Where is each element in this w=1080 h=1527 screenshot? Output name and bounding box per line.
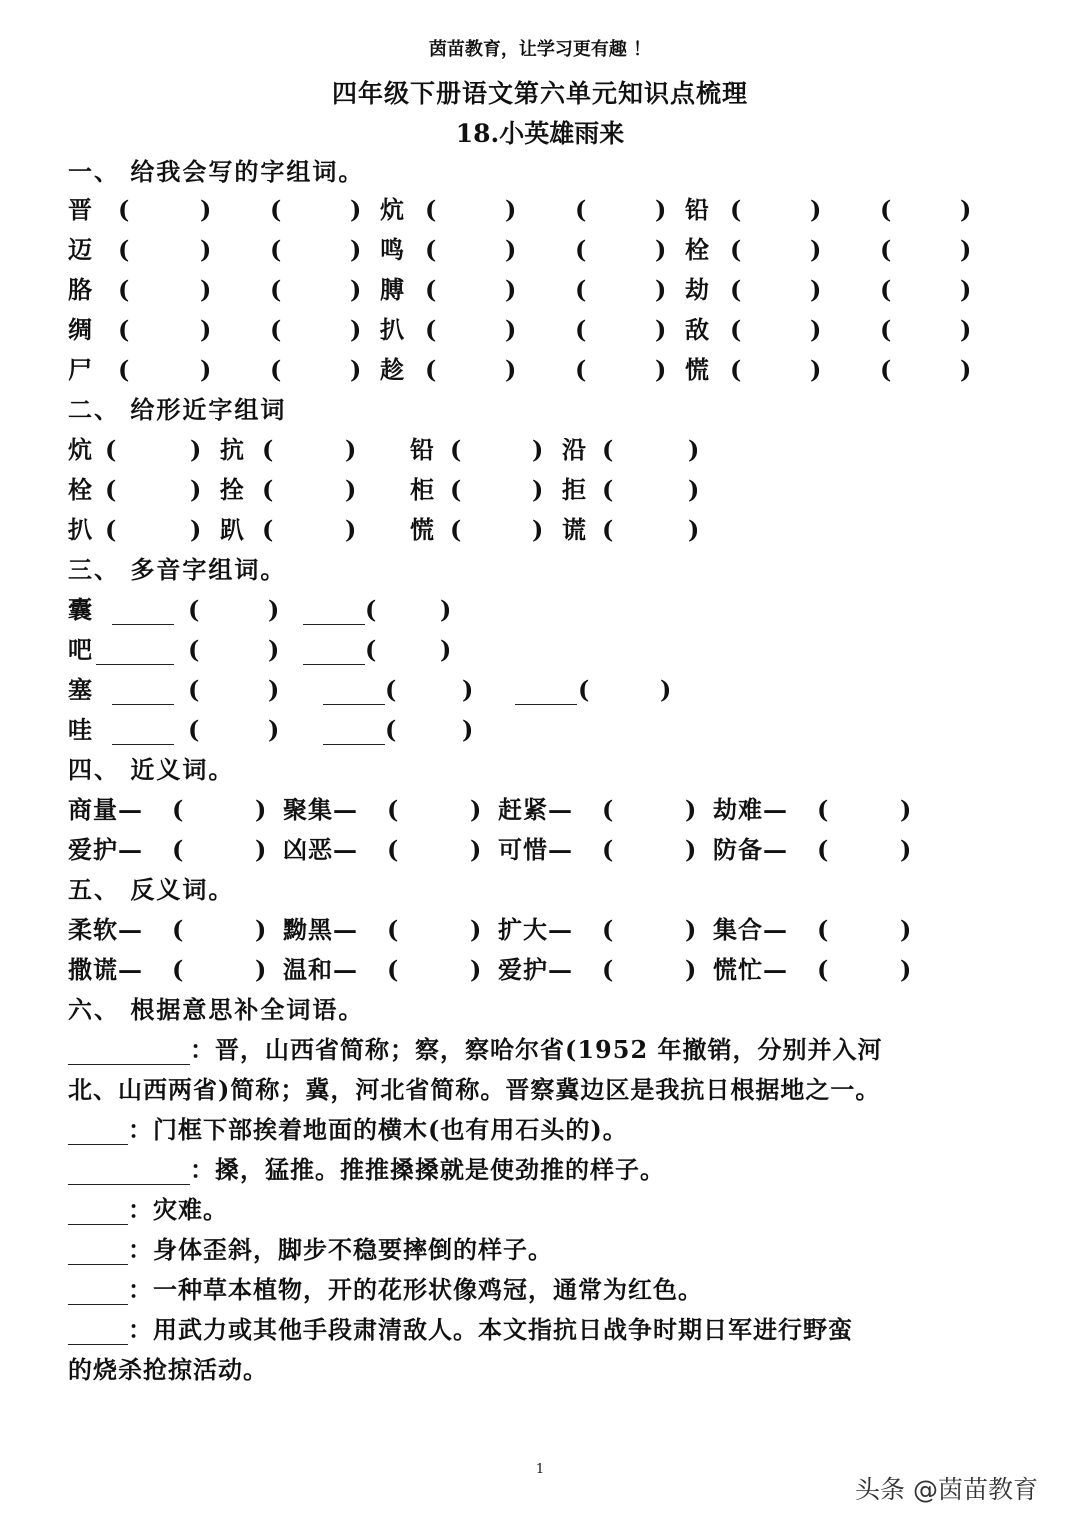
synonym-word: 爱护—: [68, 835, 143, 864]
paren-open: (: [575, 275, 587, 304]
paren-open: (: [387, 955, 399, 984]
paren-close: ): [505, 315, 517, 344]
paren-close: ): [810, 235, 822, 264]
paren-close: ): [255, 955, 267, 984]
char-to-write: 慌: [685, 355, 709, 384]
char-to-write: 扒: [380, 315, 404, 344]
paren-open: (: [105, 515, 117, 544]
paren-close: ): [810, 195, 822, 224]
paren-close: ): [685, 955, 697, 984]
synonym-word: 防备—: [713, 835, 788, 864]
paren-close: ): [255, 915, 267, 944]
polyphone-char: 囊: [68, 595, 92, 624]
paren-open: (: [425, 195, 437, 224]
synonym-word: 聚集—: [283, 795, 358, 824]
paren-close: ): [200, 275, 212, 304]
paren-close: ): [900, 835, 912, 864]
paren-close: ): [350, 275, 362, 304]
paren-open: (: [817, 955, 829, 984]
paren-close: ): [505, 195, 517, 224]
antonym-word: 撒谎—: [68, 955, 143, 984]
paren-open: (: [575, 195, 587, 224]
paren-open: (: [575, 355, 587, 384]
paren-close: ): [345, 475, 357, 504]
paren-close: ): [688, 475, 700, 504]
paren-open: (: [880, 315, 892, 344]
section-5-heading: 五、 反义词。: [68, 875, 235, 904]
paren-close: ): [268, 675, 280, 704]
paren-close: ): [505, 275, 517, 304]
paren-close: ): [470, 955, 482, 984]
definition-text: ：一种草本植物，开的花形状像鸡冠，通常为红色。: [128, 1275, 703, 1304]
char-to-write: 绸: [68, 315, 92, 344]
definition-text: ：灾难。: [128, 1195, 228, 1224]
synonym-word: 商量—: [68, 795, 143, 824]
paren-open: (: [450, 435, 462, 464]
char-to-write: 膊: [380, 275, 404, 304]
paren-close: ): [345, 435, 357, 464]
paren-close: ): [505, 355, 517, 384]
word-blank[interactable]: [68, 1264, 128, 1265]
paren-open: (: [730, 235, 742, 264]
section-3-heading: 三、 多音字组词。: [68, 555, 287, 584]
paren-close: ): [810, 275, 822, 304]
paren-close: ): [960, 355, 972, 384]
watermark: 头条 @茵苗教育: [855, 1475, 1038, 1504]
paren-open: (: [172, 795, 184, 824]
char-to-write: 晋: [68, 195, 92, 224]
polyphone-char: 塞: [68, 675, 92, 704]
antonym-word: 集合—: [713, 915, 788, 944]
paren-open: (: [188, 595, 200, 624]
paren-open: (: [118, 195, 130, 224]
paren-close: ): [345, 515, 357, 544]
word-blank[interactable]: [68, 1144, 128, 1145]
paren-close: ): [685, 795, 697, 824]
paren-close: ): [655, 195, 667, 224]
similar-char: 慌: [410, 515, 434, 544]
paren-open: (: [270, 315, 282, 344]
paren-close: ): [350, 195, 362, 224]
paren-open: (: [425, 275, 437, 304]
section-4-heading: 四、 近义词。: [68, 755, 235, 784]
char-to-write: 栓: [685, 235, 709, 264]
similar-char: 炕: [68, 435, 92, 464]
paren-close: ): [688, 515, 700, 544]
paren-close: ): [268, 595, 280, 624]
paren-open: (: [730, 195, 742, 224]
paren-open: (: [730, 275, 742, 304]
paren-close: ): [470, 795, 482, 824]
paren-open: (: [188, 675, 200, 704]
antonym-word: 黝黑—: [283, 915, 358, 944]
paren-open: (: [270, 235, 282, 264]
word-blank[interactable]: [68, 1184, 190, 1185]
char-to-write: 胳: [68, 275, 92, 304]
char-to-write: 尸: [68, 355, 92, 384]
paren-close: ): [268, 635, 280, 664]
paren-open: (: [450, 515, 462, 544]
paren-open: (: [105, 475, 117, 504]
paren-close: ): [688, 435, 700, 464]
paren-open: (: [578, 675, 590, 704]
pinyin-blank[interactable]: [96, 664, 174, 665]
pinyin-blank[interactable]: [323, 744, 385, 745]
paren-close: ): [470, 915, 482, 944]
pinyin-blank[interactable]: [112, 624, 174, 625]
paren-close: ): [685, 915, 697, 944]
paren-close: ): [200, 235, 212, 264]
paren-open: (: [817, 835, 829, 864]
similar-char: 扒: [68, 515, 92, 544]
paren-close: ): [532, 435, 544, 464]
similar-char: 沿: [562, 435, 586, 464]
paren-open: (: [575, 315, 587, 344]
paren-close: ): [960, 195, 972, 224]
definition-text: 的烧杀抢掠活动。: [68, 1355, 268, 1384]
paren-open: (: [270, 275, 282, 304]
paren-open: (: [425, 355, 437, 384]
paren-close: ): [900, 915, 912, 944]
paren-close: ): [660, 675, 672, 704]
synonym-word: 凶恶—: [283, 835, 358, 864]
paren-close: ): [505, 235, 517, 264]
paren-close: ): [200, 355, 212, 384]
antonym-word: 温和—: [283, 955, 358, 984]
paren-open: (: [425, 315, 437, 344]
paren-open: (: [602, 835, 614, 864]
paren-close: ): [655, 275, 667, 304]
paren-open: (: [262, 515, 274, 544]
paren-open: (: [188, 635, 200, 664]
paren-open: (: [387, 795, 399, 824]
paren-close: ): [190, 475, 202, 504]
paren-close: ): [685, 835, 697, 864]
char-to-write: 趁: [380, 355, 404, 384]
similar-char: 拴: [220, 475, 244, 504]
paren-close: ): [190, 515, 202, 544]
section-6-heading: 六、 根据意思补全词语。: [68, 995, 365, 1024]
paren-open: (: [602, 795, 614, 824]
paren-open: (: [118, 315, 130, 344]
word-blank[interactable]: [68, 1064, 190, 1065]
page-number: 1: [535, 1462, 545, 1477]
similar-char: 柜: [410, 475, 434, 504]
char-to-write: 迈: [68, 235, 92, 264]
section-1-heading: 一、 给我会写的字组词。: [68, 157, 365, 186]
paren-open: (: [817, 795, 829, 824]
paren-close: ): [350, 355, 362, 384]
paren-open: (: [817, 915, 829, 944]
definition-text: ：身体歪斜，脚步不稳要摔倒的样子。: [128, 1235, 553, 1264]
paren-open: (: [385, 715, 397, 744]
paren-open: (: [730, 315, 742, 344]
similar-char: 谎: [562, 515, 586, 544]
similar-char: 铅: [410, 435, 434, 464]
paren-close: ): [655, 235, 667, 264]
paren-open: (: [387, 915, 399, 944]
paren-close: ): [810, 355, 822, 384]
paren-close: ): [960, 235, 972, 264]
paren-open: (: [172, 955, 184, 984]
paren-open: (: [730, 355, 742, 384]
definition-text: ：门框下部挨着地面的横木(也有用石头的)。: [128, 1115, 628, 1144]
paren-open: (: [188, 715, 200, 744]
definition-text: ：晋，山西省简称；察，察哈尔省(1952 年撤销，分别并入河: [190, 1035, 883, 1064]
paren-open: (: [602, 915, 614, 944]
similar-char: 趴: [220, 515, 244, 544]
definition-text: ：搡，猛推。推推搡搡就是使劲推的样子。: [190, 1155, 665, 1184]
paren-open: (: [172, 835, 184, 864]
polyphone-char: 哇: [68, 715, 92, 744]
paren-open: (: [880, 235, 892, 264]
definition-text: 北、山西两省)简称；冀，河北省简称。晋察冀边区是我抗日根据地之一。: [68, 1075, 881, 1104]
paren-open: (: [602, 955, 614, 984]
word-blank[interactable]: [68, 1344, 128, 1345]
paren-open: (: [365, 595, 377, 624]
polyphone-char: 吧: [68, 635, 92, 664]
word-blank[interactable]: [68, 1304, 128, 1305]
char-to-write: 劫: [685, 275, 709, 304]
paren-open: (: [425, 235, 437, 264]
paren-open: (: [172, 915, 184, 944]
char-to-write: 铅: [685, 195, 709, 224]
paren-close: ): [532, 515, 544, 544]
antonym-word: 扩大—: [498, 915, 573, 944]
paren-close: ): [200, 195, 212, 224]
pinyin-blank[interactable]: [303, 624, 365, 625]
paren-open: (: [118, 235, 130, 264]
antonym-word: 柔软—: [68, 915, 143, 944]
paren-open: (: [118, 355, 130, 384]
paren-open: (: [270, 195, 282, 224]
paren-close: ): [190, 435, 202, 464]
word-blank[interactable]: [68, 1224, 128, 1225]
paren-close: ): [350, 235, 362, 264]
paren-close: ): [960, 275, 972, 304]
paren-open: (: [450, 475, 462, 504]
synonym-word: 赶紧—: [498, 795, 573, 824]
paren-open: (: [880, 275, 892, 304]
paren-close: ): [810, 315, 822, 344]
paren-open: (: [365, 635, 377, 664]
paren-close: ): [960, 315, 972, 344]
similar-char: 栓: [68, 475, 92, 504]
paren-open: (: [880, 355, 892, 384]
paren-open: (: [880, 195, 892, 224]
paren-open: (: [387, 835, 399, 864]
paren-close: ): [440, 595, 452, 624]
lesson-title: 18.小英雄雨来: [455, 119, 625, 148]
paren-open: (: [118, 275, 130, 304]
pinyin-blank[interactable]: [303, 664, 365, 665]
paren-close: ): [462, 715, 474, 744]
paren-close: ): [255, 795, 267, 824]
similar-char: 抗: [220, 435, 244, 464]
paren-open: (: [105, 435, 117, 464]
pinyin-blank[interactable]: [112, 744, 174, 745]
paren-close: ): [350, 315, 362, 344]
definition-text: ：用武力或其他手段肃清敌人。本文指抗日战争时期日军进行野蛮: [128, 1315, 853, 1344]
page-title: 四年级下册语文第六单元知识点梳理: [331, 79, 748, 108]
synonym-word: 可惜—: [498, 835, 573, 864]
paren-open: (: [262, 475, 274, 504]
paren-open: (: [270, 355, 282, 384]
paren-close: ): [900, 795, 912, 824]
slogan: 茵苗教育，让学习更有趣 ！: [428, 39, 652, 60]
similar-char: 拒: [562, 475, 586, 504]
synonym-word: 劫难—: [713, 795, 788, 824]
paren-open: (: [602, 435, 614, 464]
paren-close: ): [200, 315, 212, 344]
paren-close: ): [655, 355, 667, 384]
char-to-write: 敌: [685, 315, 709, 344]
paren-close: ): [462, 675, 474, 704]
paren-close: ): [900, 955, 912, 984]
antonym-word: 慌忙—: [713, 955, 788, 984]
pinyin-blank[interactable]: [515, 704, 577, 705]
char-to-write: 炕: [380, 195, 404, 224]
paren-close: ): [255, 835, 267, 864]
char-to-write: 鸣: [380, 235, 404, 264]
paren-close: ): [470, 835, 482, 864]
paren-close: ): [532, 475, 544, 504]
paren-close: ): [268, 715, 280, 744]
pinyin-blank[interactable]: [323, 704, 385, 705]
paren-open: (: [262, 435, 274, 464]
antonym-word: 爱护—: [498, 955, 573, 984]
paren-open: (: [602, 475, 614, 504]
paren-close: ): [440, 635, 452, 664]
paren-open: (: [385, 675, 397, 704]
paren-open: (: [602, 515, 614, 544]
section-2-heading: 二、 给形近字组词: [68, 395, 287, 424]
paren-close: ): [655, 315, 667, 344]
pinyin-blank[interactable]: [112, 704, 174, 705]
paren-open: (: [575, 235, 587, 264]
